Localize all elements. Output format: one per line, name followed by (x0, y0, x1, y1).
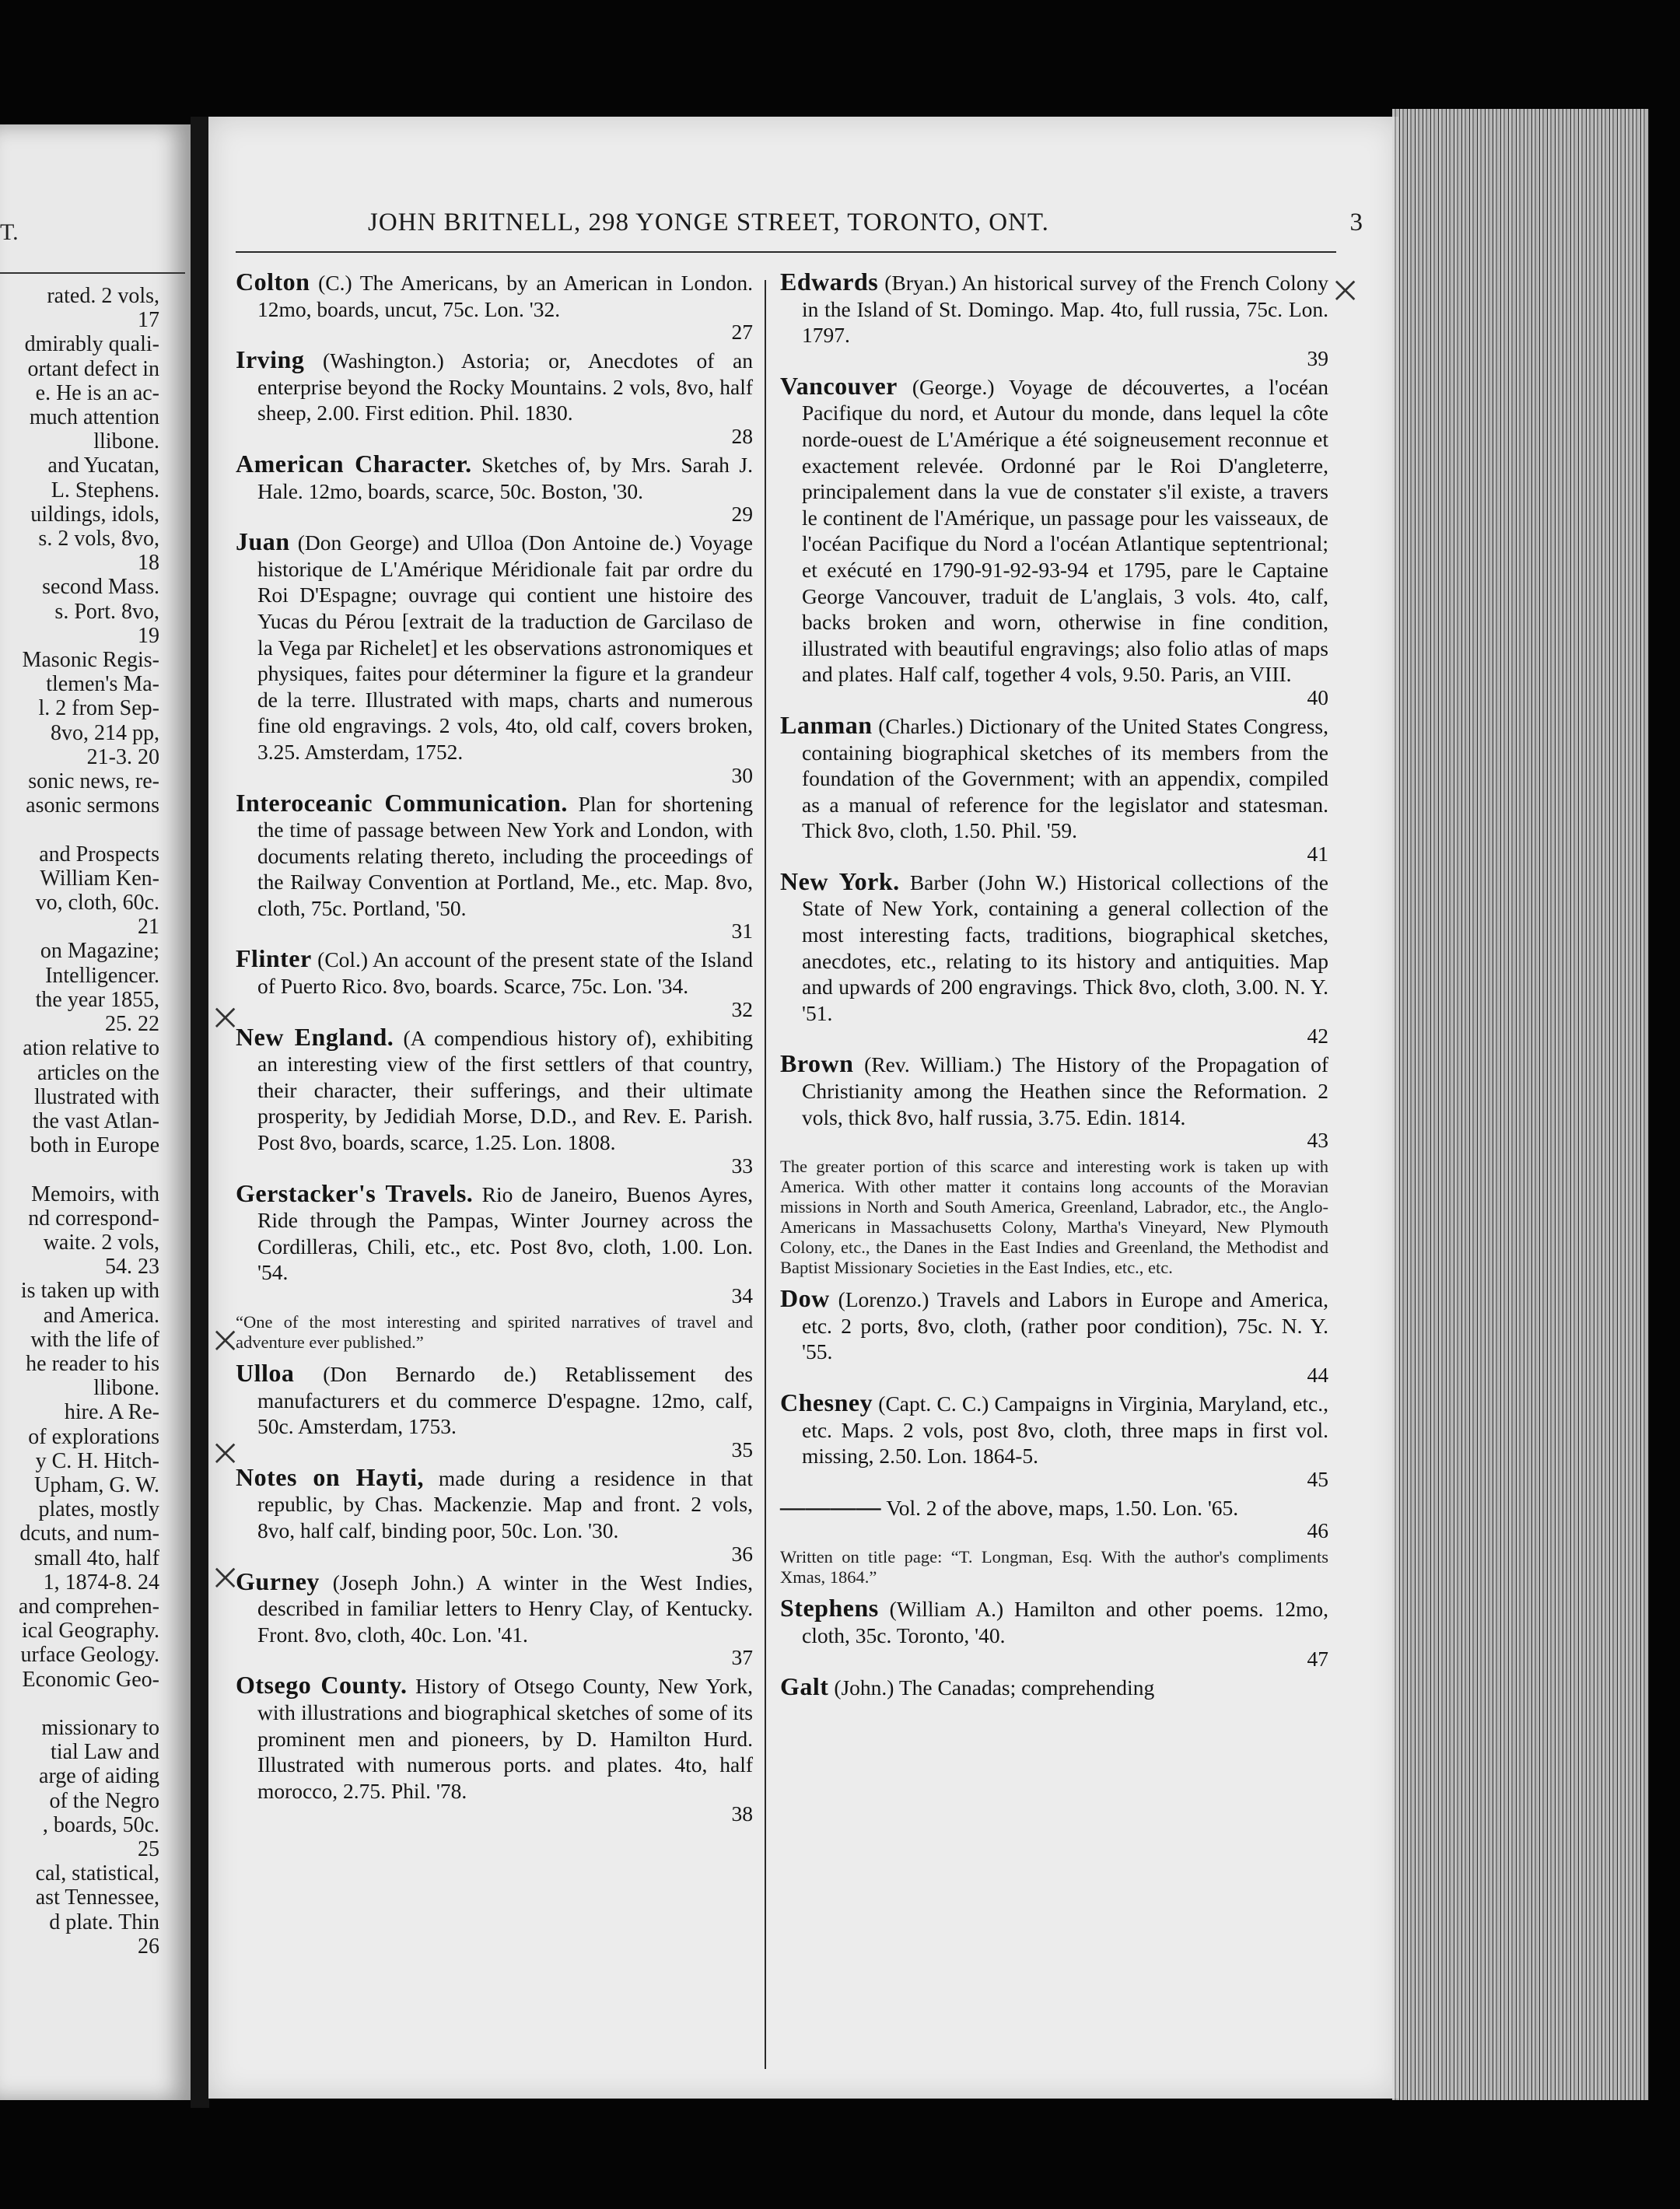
left-page-text (0, 284, 159, 1959)
left-page-line: vo, cloth, 60c. (35, 891, 159, 915)
entry-description: (William A.) Hamilton and other poems. 12mo, cloth, 35c. Toronto, '40. (802, 1597, 1328, 1647)
entry-description: Sketches of, by Mrs. Sarah J. Hale. 12mo, boards, scarce, 50c. Boston, '30. (257, 452, 753, 503)
left-page-line: l. 2 from Sep- (38, 696, 159, 721)
left-page-line: , boards, 50c. (42, 1812, 159, 1837)
catalogue-entry (780, 1051, 1328, 1152)
catalogue-entry (236, 269, 753, 344)
catalogue-entry (236, 946, 753, 1020)
left-page-line: ical Geography. (22, 1619, 159, 1644)
entry-description: History of Otsego County, New York, with illustrations and biographical sketches of some of its prominent men and pioneers, by D. Hamilton Hurd. Illustrated with numerous ports. and plates. 4to, half morocco, 2.75. Phil. '78. (257, 1674, 753, 1803)
catalogue-entry (236, 790, 753, 943)
entry-headword: Dow (780, 1284, 830, 1313)
catalogue-entry (780, 1674, 1328, 1701)
entry-description: (Rev. William.) The History of the Propagation of Christianity among the Heathen since the Reformation. 2 vols, thick 8vo, half russia, 3.75. Edin. 1814. (802, 1052, 1328, 1129)
left-page-line: 54. 23 (105, 1255, 159, 1280)
book-gutter (191, 117, 209, 2108)
margin-mark-icon: ⨉ (1335, 276, 1356, 307)
entry-number: 47 (1307, 1646, 1328, 1671)
catalogue-entry (780, 712, 1328, 866)
left-page-line: llibone. (93, 429, 159, 454)
entry-description: (George.) Voyage de découvertes, a l'océan Pacifique du nord, et Autour du monde, dans lequel la côte norde-ouest de L'Amérique a été soigneusement reconnue et exactement relevée. Ordonné par le Roi D'angleterre, principalement dans la vue de constater s'il existe, a travers le continent de l'Amérique, un passage pour les vaisseaux, de l'océan Pacifique du Nord a l'océan Atlantique septentrional; et exécuté en 1790-91-92-93-94 et 1795, pare le Captaine George Vancouver, traduit de L'anglais, 3 vols. 4to, calf, backs broken and worn, otherwise in fine condition, illustrated with beautiful engravings; also folio atlas of maps and plates. Half calf, together 4 vols, 9.50. Paris, an VIII. (802, 374, 1328, 687)
entry-description: (Don George) and Ulloa (Don Antoine de.) Voyage historique de L'Amérique Méridionale fait par ordre du Roi D'Espagne; ouvrage qui contient une histoire des Yucas du Pérou [extrait de la traduction de Garcilaso de la Vega par Richelet] et les observations astronomiques et physiques, faites pour déterminer la figure et la grandeur de la terre. Illustrated with maps, charts and numerous fine old engravings. 2 vols, 4to, old calf, covers broken, 3.25. Amsterdam, 1752. (257, 530, 753, 764)
catalogue-entry (236, 451, 753, 526)
entry-headword: New England. (236, 1022, 394, 1051)
entry-headword: Lanman (780, 710, 873, 739)
entry-description: (Capt. C. C.) Campaigns in Virginia, Maryland, etc., etc. Maps. 2 vols, post 8vo, cloth, three maps in first vol. missing, 2.50. Lon. 1864-5. (802, 1392, 1328, 1469)
left-page-header: T. (0, 219, 19, 245)
entry-headword: Interoceanic Communication. (236, 788, 568, 817)
left-page-line (0, 817, 159, 842)
entry-number: 35 (731, 1437, 753, 1462)
left-page-line: small 4to, half (34, 1546, 159, 1570)
entry-description: (John.) The Canadas; comprehending (828, 1675, 1155, 1700)
left-page-line: 25. 22 (105, 1012, 159, 1037)
left-page-line: articles on the (37, 1060, 159, 1085)
left-page-line: hire. A Re- (64, 1400, 159, 1425)
catalogue-entry (780, 1595, 1328, 1670)
left-page-line: y C. H. Hitch- (35, 1448, 159, 1473)
left-column (236, 269, 753, 1829)
entry-headword: Gurney (236, 1567, 320, 1595)
entry-description: Plan for shortening the time of passage between New York and London, with documents relating thereto, including the proceedings of the Railway Convention at Portland, Me., etc. Map. 8vo, cloth, 75c. Portland, '50. (257, 791, 754, 920)
left-page-line: both in Europe (30, 1133, 159, 1158)
left-page-line: 17 (138, 308, 159, 333)
entry-number: 31 (731, 919, 753, 943)
left-page-line: d plate. Thin (49, 1910, 159, 1934)
entry-description: (Lorenzo.) Travels and Labors in Europe and America, etc. 2 ports, 8vo, cloth, (rather poor condition), 75c. N. Y. '55. (802, 1287, 1328, 1364)
left-page-line: ast Tennessee, (35, 1885, 159, 1910)
entry-headword: Vancouver (780, 371, 898, 400)
entry-headword: Ulloa (236, 1359, 295, 1387)
left-page-line: he reader to his (26, 1351, 159, 1376)
left-page-line: of explorations (28, 1424, 159, 1449)
left-page-line: e. He is an ac- (35, 380, 159, 405)
left-page-line: ortant defect in (27, 356, 159, 381)
left-page-line: and America. (43, 1303, 159, 1328)
entry-headword: American Character. (236, 449, 472, 478)
entry-description: Rio de Janeiro, Buenos Ayres, Ride through the Pampas, Winter Journey across the Cordilleras, Chili, etc., etc. Post 8vo, cloth, 1.00. Lon. '54. (257, 1182, 754, 1285)
entry-number: 30 (731, 762, 753, 787)
page-edges (1392, 109, 1649, 2100)
catalogue-page (208, 117, 1398, 2099)
catalogue-entry (236, 1569, 753, 1670)
entry-number: 38 (731, 1801, 753, 1826)
entry-number: 44 (1307, 1363, 1328, 1387)
left-page-line: and Yucatan, (47, 453, 159, 478)
entry-headword: Irving (236, 345, 305, 374)
left-page-line: Intelligencer. (45, 963, 159, 988)
left-page-line: nd correspond- (28, 1206, 159, 1231)
left-page-line: the year 1855, (35, 987, 159, 1012)
entry-headword: Flinter (236, 944, 312, 973)
entry-headword: Brown (780, 1049, 854, 1078)
margin-mark-icon: ⨉ (215, 1563, 236, 1595)
catalogue-entry (236, 347, 753, 448)
left-page-line: Memoirs, with (31, 1182, 159, 1206)
entry-number: 46 (1307, 1518, 1328, 1543)
left-page-line: asonic sermons (26, 793, 159, 818)
entry-description: (Bryan.) An historical survey of the French Colony in the Island of St. Domingo. Map. 4to, full russia, 75c. Lon. 1797. (802, 271, 1328, 348)
left-page-line: rated. 2 vols, (47, 284, 159, 308)
entry-number: 40 (1307, 684, 1328, 709)
catalogue-entry (780, 373, 1328, 709)
page-number: 3 (1349, 208, 1363, 236)
left-page-fragment (0, 124, 191, 2100)
left-page-line: 26 (138, 1934, 159, 1959)
entry-description: Barber (John W.) Historical collections of the State of New York, containing a general collection of the most interesting facts, traditions, biographical sketches, anecdotes, etc., relating to its history and antiquities. Map and upwards of 200 engravings. Thick 8vo, cloth, 3.00. N. Y. '51. (802, 870, 1328, 1025)
left-page-line: much attention (29, 405, 159, 430)
entry-number: 37 (731, 1645, 753, 1670)
left-page-line: missionary to (41, 1715, 159, 1740)
entry-description: Vol. 2 of the above, maps, 1.50. Lon. '65. (881, 1495, 1239, 1520)
catalogue-entry (780, 1390, 1328, 1491)
entry-description: (Joseph John.) A winter in the West Indies, described in familiar letters to Henry Clay, of Kentucky. Front. 8vo, cloth, 40c. Lon. '41. (257, 1570, 753, 1647)
left-page-line: second Mass. (42, 575, 159, 600)
margin-mark-icon: ⨉ (215, 1003, 236, 1034)
left-page-line: with the life of (30, 1327, 159, 1352)
left-page-line (0, 1692, 159, 1716)
left-page-line: tlemen's Ma- (46, 672, 159, 697)
catalogue-entry (236, 1360, 753, 1462)
left-page-line: on Magazine; (40, 939, 159, 964)
left-page-line: 21-3. 20 (86, 744, 159, 769)
entry-number: 33 (731, 1153, 753, 1178)
page-title: JOHN BRITNELL, 298 YONGE STREET, TORONTO, ONT. (368, 208, 1049, 236)
entry-number: 39 (1307, 345, 1328, 370)
left-page-line: dmirably quali- (24, 332, 159, 357)
left-page-line: L. Stephens. (51, 478, 159, 502)
right-column (780, 269, 1328, 1703)
entry-number: 27 (731, 320, 753, 345)
entry-description: (Washington.) Astoria; or, Anecdotes of an enterprise beyond the Rocky Mountains. 2 vols, 8vo, half sheep, 2.00. First edition. Phil. 1830. (257, 348, 753, 425)
entry-number: 42 (1307, 1024, 1328, 1048)
left-page-line: sonic news, re- (28, 769, 159, 794)
left-page-line: 21 (138, 915, 159, 940)
catalogue-entry (780, 1494, 1328, 1543)
left-page-line: Masonic Regis- (22, 648, 159, 673)
left-page-line: tial Law and (51, 1740, 159, 1765)
entry-headword: Gerstacker's Travels. (236, 1178, 474, 1207)
left-page-line: William Ken- (40, 866, 159, 891)
left-page-line: Upham, G. W. (34, 1472, 159, 1497)
catalogue-entry (236, 1024, 753, 1178)
left-page-line: dcuts, and num- (19, 1521, 159, 1546)
catalogue-entry (236, 1178, 754, 1308)
left-page-line: llibone. (93, 1376, 159, 1401)
entry-note: The greater portion of this scarce and interesting work is taken up with America. With other matter it contains long accounts of the Moravian missions in North and South America, Greenland, Labrador, etc., the Anglo-Americans in Massachusetts Colony, Martha's Vineyard, New Plymouth Colony, etc., the Danes in the East Indies and Greenland, the Methodist and Baptist Missionary Societies in the East Indies, etc., etc. (780, 1157, 1328, 1278)
entry-headword: Galt (780, 1672, 829, 1700)
entry-description: (Col.) An account of the present state of the Island of Puerto Rico. 8vo, boards. Scarce, 75c. Lon. '34. (257, 947, 753, 999)
margin-mark-icon: ⨉ (215, 1439, 236, 1470)
left-page-line: s. 2 vols, 8vo, (38, 527, 159, 551)
left-page-line: Economic Geo- (22, 1667, 159, 1692)
entry-number: 45 (1307, 1466, 1328, 1491)
left-page-line: 25 (138, 1837, 159, 1861)
catalogue-entry (780, 866, 1328, 1048)
entry-headword: ———— (780, 1492, 881, 1521)
left-page-line: and comprehen- (18, 1594, 159, 1619)
left-page-line: of the Negro (49, 1788, 159, 1813)
left-page-line: is taken up with (20, 1279, 159, 1304)
entry-headword: Stephens (780, 1594, 879, 1623)
left-page-line: llustrated with (34, 1084, 159, 1109)
left-page-line: s. Port. 8vo, (54, 599, 159, 624)
left-page-line: urface Geology. (20, 1643, 159, 1668)
left-page-line: waite. 2 vols, (43, 1230, 159, 1255)
catalogue-entry (236, 529, 753, 786)
column-divider (765, 280, 766, 2069)
entry-description: made during a residence in that republic, by Chas. Mackenzie. Map and front. 2 vols, 8vo, half calf, binding poor, 50c. Lon. '30. (257, 1465, 754, 1542)
left-page-line: cal, statistical, (35, 1861, 159, 1886)
left-page-line: plates, mostly (38, 1497, 159, 1522)
entry-number: 34 (731, 1283, 753, 1308)
entry-number: 29 (731, 502, 753, 527)
entry-number: 32 (731, 996, 753, 1021)
entry-number: 28 (731, 423, 753, 448)
catalogue-entry (780, 269, 1328, 370)
left-page-line: 18 (138, 551, 159, 576)
catalogue-entry (236, 1672, 753, 1826)
entry-number: 41 (1307, 841, 1328, 866)
left-page-line: 19 (138, 623, 159, 648)
entry-description: (Charles.) Dictionary of the United States Congress, containing biographical sketches of its members from the foundation of the Government; with an appendix, compiled as a manual of reference for the legislator and statesman. Thick 8vo, cloth, 1.50. Phil. '59. (802, 713, 1328, 843)
entry-description: (A compendious history of), exhibiting an interesting view of the first settlers of that country, their character, their sufferings, and their ultimate prosperity, by Jedidiah Morse, D.D., and Rev. E. Parish. Post 8vo, boards, scarce, 1.25. Lon. 1808. (257, 1025, 753, 1155)
entry-number: 43 (1307, 1128, 1328, 1153)
left-page-line: arge of aiding (39, 1764, 159, 1789)
entry-note: Written on title page: “T. Longman, Esq. With the author's compliments Xmas, 1864.” (780, 1547, 1328, 1588)
left-page-line: ation relative to (23, 1036, 159, 1061)
entry-description: (Don Bernardo de.) Retablissement des manufacturers et du commerce D'espagne. 12mo, calf, 50c. Amsterdam, 1753. (257, 1362, 753, 1439)
left-page-line: the vast Atlan- (32, 1108, 159, 1133)
entry-headword: Edwards (780, 268, 879, 296)
left-page-line: uildings, idols, (30, 502, 159, 527)
entry-headword: Chesney (780, 1388, 873, 1416)
entry-headword: Juan (236, 527, 290, 556)
catalogue-entry (780, 1286, 1328, 1387)
entry-headword: Colton (236, 268, 310, 296)
catalogue-entry (236, 1462, 754, 1566)
entry-headword: Notes on Hayti, (236, 1462, 425, 1491)
left-page-line (0, 1157, 159, 1182)
margin-mark-icon: ⨉ (215, 1326, 236, 1357)
left-page-rule (0, 272, 185, 274)
left-page-line: 8vo, 214 pp, (51, 720, 159, 745)
entry-description: (C.) The Americans, by an American in London. 12mo, boards, uncut, 75c. Lon. '32. (257, 271, 753, 321)
header-rule (236, 251, 1336, 253)
left-page-line: and Prospects (39, 842, 159, 866)
entry-headword: Otsego County. (236, 1671, 408, 1700)
entry-number: 36 (731, 1541, 753, 1566)
entry-note: “One of the most interesting and spirited narratives of travel and adventure ever published.” (236, 1312, 753, 1352)
left-page-line: 1, 1874-8. 24 (43, 1570, 159, 1595)
entry-headword: New York. (780, 866, 900, 895)
